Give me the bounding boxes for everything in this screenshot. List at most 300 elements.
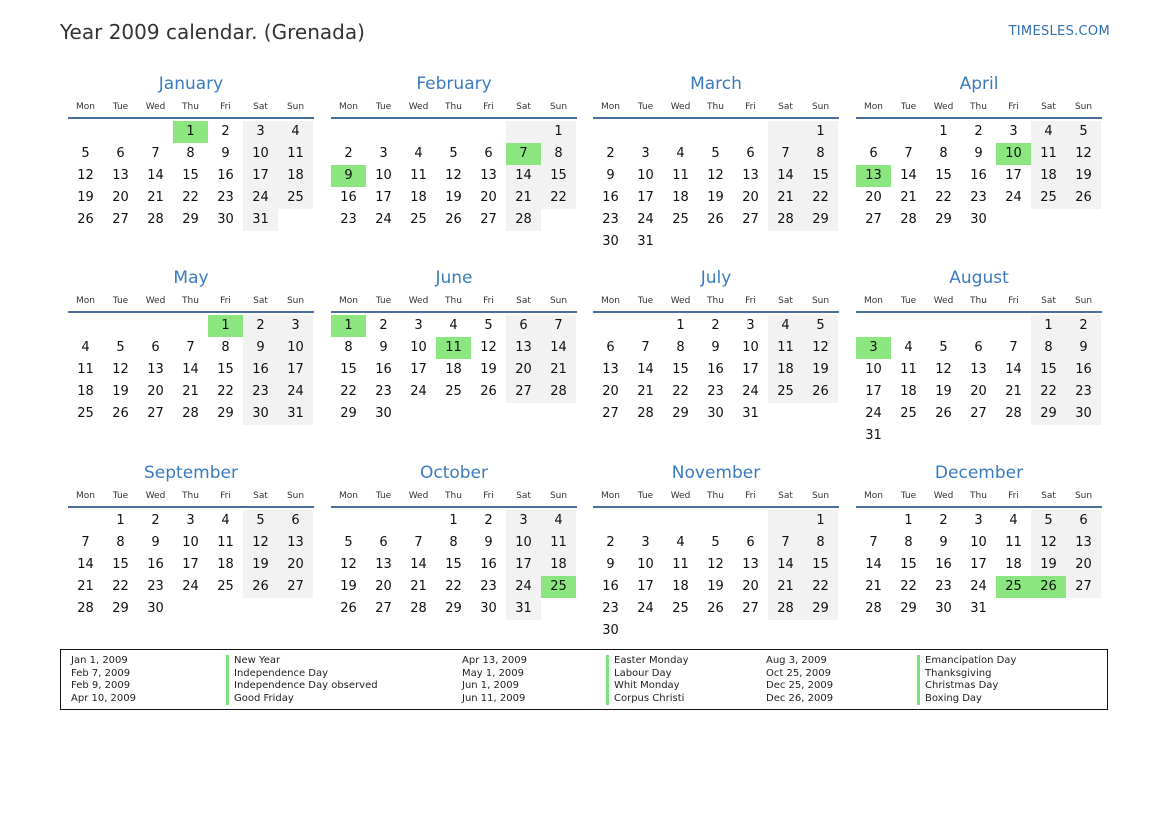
day-cell[interactable]: 25 (672, 601, 689, 616)
day-cell[interactable]: 30 (970, 212, 987, 227)
day-cell[interactable]: 23 (217, 190, 234, 205)
day-cell[interactable]: 11 (1005, 535, 1022, 550)
day-cell[interactable]: 4 (1031, 121, 1066, 143)
day-cell[interactable]: 12 (112, 362, 129, 377)
day-cell[interactable]: 14 (182, 362, 199, 377)
day-cell[interactable]: 13 (506, 337, 541, 359)
day-cell[interactable]: 6 (278, 510, 313, 532)
day-cell[interactable]: 20 (742, 190, 759, 205)
day-cell[interactable]: 2 (711, 318, 720, 333)
day-cell[interactable]: 29 (900, 601, 917, 616)
day-cell[interactable]: 19 (77, 190, 94, 205)
day-cell[interactable]: 15 (803, 554, 838, 576)
day-cell[interactable]: 15 (935, 168, 952, 183)
day-cell[interactable]: 7 (768, 143, 803, 165)
day-cell[interactable]: 23 (935, 579, 952, 594)
day-cell[interactable]: 17 (742, 362, 759, 377)
day-cell[interactable]: 4 (676, 535, 685, 550)
day-cell[interactable]: 25 (1031, 187, 1066, 209)
day-cell[interactable]: 18 (77, 384, 94, 399)
day-cell[interactable]: 17 (1005, 168, 1022, 183)
day-cell[interactable]: 2 (974, 124, 983, 139)
day-cell[interactable]: 5 (1066, 121, 1101, 143)
day-cell[interactable]: 5 (116, 340, 125, 355)
day-cell[interactable]: 22 (803, 576, 838, 598)
day-cell[interactable]: 14 (147, 168, 164, 183)
day-cell[interactable]: 19 (112, 384, 129, 399)
day-cell[interactable]: 1 (1031, 315, 1066, 337)
day-cell[interactable]: 13 (970, 362, 987, 377)
day-cell[interactable]: 14 (506, 165, 541, 187)
day-cell[interactable]: 22 (672, 384, 689, 399)
day-cell[interactable]: 12 (445, 168, 462, 183)
day-cell[interactable]: 17 (637, 190, 654, 205)
day-cell[interactable]: 7 (641, 340, 650, 355)
day-cell[interactable]: 27 (602, 406, 619, 421)
day-cell[interactable]: 22 (541, 187, 576, 209)
day-cell[interactable]: 28 (1005, 406, 1022, 421)
day-cell[interactable]: 21 (865, 579, 882, 594)
day-cell[interactable]: 30 (243, 403, 278, 425)
day-cell[interactable]: 16 (375, 362, 392, 377)
day-cell[interactable]: 17 (278, 359, 313, 381)
day-cell[interactable]: 12 (803, 337, 838, 359)
day-cell[interactable]: 5 (711, 146, 720, 161)
day-cell[interactable]: 17 (182, 557, 199, 572)
day-cell[interactable]: 25 (768, 381, 803, 403)
day-cell[interactable]: 5 (1031, 510, 1066, 532)
day-cell[interactable]: 1 (803, 121, 838, 143)
day-cell[interactable]: 1 (331, 315, 366, 337)
day-cell[interactable]: 1 (208, 315, 243, 337)
day-cell[interactable]: 17 (637, 579, 654, 594)
day-cell[interactable]: 7 (904, 146, 913, 161)
day-cell[interactable]: 12 (1066, 143, 1101, 165)
day-cell[interactable]: 28 (410, 601, 427, 616)
day-cell[interactable]: 10 (243, 143, 278, 165)
day-cell[interactable]: 29 (112, 601, 129, 616)
day-cell[interactable]: 14 (541, 337, 576, 359)
day-cell[interactable]: 31 (278, 403, 313, 425)
day-cell[interactable]: 23 (602, 212, 619, 227)
day-cell[interactable]: 6 (484, 146, 493, 161)
day-cell[interactable]: 10 (637, 168, 654, 183)
day-cell[interactable]: 20 (375, 579, 392, 594)
day-cell[interactable]: 27 (742, 212, 759, 227)
day-cell[interactable]: 11 (436, 337, 471, 359)
day-cell[interactable]: 27 (742, 601, 759, 616)
day-cell[interactable]: 26 (707, 601, 724, 616)
day-cell[interactable]: 1 (541, 121, 576, 143)
day-cell[interactable]: 30 (217, 212, 234, 227)
day-cell[interactable]: 16 (340, 190, 357, 205)
day-cell[interactable]: 15 (340, 362, 357, 377)
day-cell[interactable]: 7 (768, 532, 803, 554)
day-cell[interactable]: 3 (379, 146, 388, 161)
day-cell[interactable]: 27 (1066, 576, 1101, 598)
day-cell[interactable]: 28 (77, 601, 94, 616)
day-cell[interactable]: 10 (742, 340, 759, 355)
day-cell[interactable]: 4 (541, 510, 576, 532)
day-cell[interactable]: 1 (676, 318, 685, 333)
day-cell[interactable]: 22 (182, 190, 199, 205)
day-cell[interactable]: 25 (217, 579, 234, 594)
day-cell[interactable]: 23 (1066, 381, 1101, 403)
day-cell[interactable]: 28 (506, 209, 541, 231)
day-cell[interactable]: 19 (935, 384, 952, 399)
day-cell[interactable]: 7 (541, 315, 576, 337)
day-cell[interactable]: 1 (173, 121, 208, 143)
day-cell[interactable]: 3 (746, 318, 755, 333)
day-cell[interactable]: 8 (803, 532, 838, 554)
day-cell[interactable]: 24 (742, 384, 759, 399)
day-cell[interactable]: 4 (414, 146, 423, 161)
day-cell[interactable]: 16 (480, 557, 497, 572)
day-cell[interactable]: 3 (506, 510, 541, 532)
day-cell[interactable]: 4 (1009, 513, 1018, 528)
day-cell[interactable]: 5 (484, 318, 493, 333)
day-cell[interactable]: 8 (116, 535, 125, 550)
day-cell[interactable]: 7 (506, 143, 541, 165)
day-cell[interactable]: 22 (445, 579, 462, 594)
day-cell[interactable]: 20 (506, 359, 541, 381)
day-cell[interactable]: 18 (900, 384, 917, 399)
day-cell[interactable]: 18 (541, 554, 576, 576)
day-cell[interactable]: 5 (939, 340, 948, 355)
day-cell[interactable]: 9 (606, 557, 615, 572)
day-cell[interactable]: 17 (410, 362, 427, 377)
day-cell[interactable]: 12 (77, 168, 94, 183)
day-cell[interactable]: 3 (414, 318, 423, 333)
day-cell[interactable]: 5 (344, 535, 353, 550)
day-cell[interactable]: 26 (707, 212, 724, 227)
day-cell[interactable]: 4 (221, 513, 230, 528)
site-link[interactable]: TIMESLES.COM (1008, 24, 1110, 39)
day-cell[interactable]: 1 (116, 513, 125, 528)
day-cell[interactable]: 8 (186, 146, 195, 161)
day-cell[interactable]: 18 (217, 557, 234, 572)
day-cell[interactable]: 29 (340, 406, 357, 421)
day-cell[interactable]: 22 (803, 187, 838, 209)
day-cell[interactable]: 6 (746, 535, 755, 550)
day-cell[interactable]: 29 (935, 212, 952, 227)
day-cell[interactable]: 20 (278, 554, 313, 576)
day-cell[interactable]: 18 (672, 579, 689, 594)
day-cell[interactable]: 25 (278, 187, 313, 209)
day-cell[interactable]: 13 (742, 168, 759, 183)
day-cell[interactable]: 4 (278, 121, 313, 143)
day-cell[interactable]: 22 (1031, 381, 1066, 403)
day-cell[interactable]: 7 (151, 146, 160, 161)
day-cell[interactable]: 8 (1031, 337, 1066, 359)
day-cell[interactable]: 9 (1066, 337, 1101, 359)
day-cell[interactable]: 19 (1066, 165, 1101, 187)
day-cell[interactable]: 8 (939, 146, 948, 161)
day-cell[interactable]: 15 (182, 168, 199, 183)
day-cell[interactable]: 23 (602, 601, 619, 616)
day-cell[interactable]: 3 (856, 337, 891, 359)
day-cell[interactable]: 21 (1005, 384, 1022, 399)
day-cell[interactable]: 23 (375, 384, 392, 399)
day-cell[interactable]: 6 (974, 340, 983, 355)
day-cell[interactable]: 10 (970, 535, 987, 550)
day-cell[interactable]: 2 (151, 513, 160, 528)
day-cell[interactable]: 19 (243, 554, 278, 576)
day-cell[interactable]: 2 (221, 124, 230, 139)
day-cell[interactable]: 27 (147, 406, 164, 421)
day-cell[interactable]: 30 (602, 234, 619, 249)
day-cell[interactable]: 25 (445, 384, 462, 399)
day-cell[interactable]: 4 (768, 315, 803, 337)
day-cell[interactable]: 24 (506, 576, 541, 598)
day-cell[interactable]: 24 (637, 601, 654, 616)
day-cell[interactable]: 3 (243, 121, 278, 143)
day-cell[interactable]: 21 (637, 384, 654, 399)
day-cell[interactable]: 25 (900, 406, 917, 421)
day-cell[interactable]: 25 (541, 576, 576, 598)
day-cell[interactable]: 21 (768, 576, 803, 598)
day-cell[interactable]: 28 (865, 601, 882, 616)
day-cell[interactable]: 25 (410, 212, 427, 227)
day-cell[interactable]: 19 (707, 190, 724, 205)
day-cell[interactable]: 27 (278, 576, 313, 598)
day-cell[interactable]: 12 (480, 340, 497, 355)
day-cell[interactable]: 13 (1066, 532, 1101, 554)
day-cell[interactable]: 5 (449, 146, 458, 161)
day-cell[interactable]: 2 (243, 315, 278, 337)
day-cell[interactable]: 15 (217, 362, 234, 377)
day-cell[interactable]: 29 (803, 598, 838, 620)
day-cell[interactable]: 18 (445, 362, 462, 377)
day-cell[interactable]: 10 (410, 340, 427, 355)
day-cell[interactable]: 14 (865, 557, 882, 572)
day-cell[interactable]: 14 (900, 168, 917, 183)
day-cell[interactable]: 7 (869, 535, 878, 550)
day-cell[interactable]: 25 (996, 576, 1031, 598)
day-cell[interactable]: 22 (935, 190, 952, 205)
day-cell[interactable]: 16 (243, 359, 278, 381)
day-cell[interactable]: 26 (935, 406, 952, 421)
day-cell[interactable]: 20 (970, 384, 987, 399)
day-cell[interactable]: 17 (243, 165, 278, 187)
day-cell[interactable]: 16 (217, 168, 234, 183)
day-cell[interactable]: 25 (672, 212, 689, 227)
day-cell[interactable]: 2 (379, 318, 388, 333)
day-cell[interactable]: 26 (77, 212, 94, 227)
day-cell[interactable]: 26 (480, 384, 497, 399)
day-cell[interactable]: 5 (711, 535, 720, 550)
day-cell[interactable]: 12 (707, 557, 724, 572)
day-cell[interactable]: 19 (480, 362, 497, 377)
day-cell[interactable]: 17 (865, 384, 882, 399)
day-cell[interactable]: 12 (1031, 532, 1066, 554)
day-cell[interactable]: 9 (379, 340, 388, 355)
day-cell[interactable]: 11 (672, 557, 689, 572)
day-cell[interactable]: 8 (344, 340, 353, 355)
day-cell[interactable]: 17 (375, 190, 392, 205)
day-cell[interactable]: 19 (707, 579, 724, 594)
day-cell[interactable]: 21 (147, 190, 164, 205)
day-cell[interactable]: 11 (77, 362, 94, 377)
day-cell[interactable]: 27 (865, 212, 882, 227)
day-cell[interactable]: 23 (243, 381, 278, 403)
day-cell[interactable]: 16 (602, 190, 619, 205)
day-cell[interactable]: 1 (904, 513, 913, 528)
day-cell[interactable]: 30 (480, 601, 497, 616)
day-cell[interactable]: 24 (243, 187, 278, 209)
day-cell[interactable]: 20 (480, 190, 497, 205)
day-cell[interactable]: 24 (278, 381, 313, 403)
day-cell[interactable]: 13 (278, 532, 313, 554)
day-cell[interactable]: 9 (484, 535, 493, 550)
day-cell[interactable]: 21 (77, 579, 94, 594)
day-cell[interactable]: 15 (900, 557, 917, 572)
day-cell[interactable]: 31 (243, 209, 278, 231)
day-cell[interactable]: 13 (742, 557, 759, 572)
day-cell[interactable]: 14 (77, 557, 94, 572)
day-cell[interactable]: 29 (803, 209, 838, 231)
day-cell[interactable]: 24 (375, 212, 392, 227)
day-cell[interactable]: 31 (506, 598, 541, 620)
day-cell[interactable]: 24 (637, 212, 654, 227)
day-cell[interactable]: 2 (939, 513, 948, 528)
day-cell[interactable]: 10 (182, 535, 199, 550)
day-cell[interactable]: 21 (182, 384, 199, 399)
day-cell[interactable]: 18 (278, 165, 313, 187)
day-cell[interactable]: 11 (217, 535, 234, 550)
day-cell[interactable]: 3 (1009, 124, 1018, 139)
day-cell[interactable]: 30 (147, 601, 164, 616)
day-cell[interactable]: 26 (112, 406, 129, 421)
day-cell[interactable]: 17 (970, 557, 987, 572)
day-cell[interactable]: 30 (375, 406, 392, 421)
day-cell[interactable]: 27 (506, 381, 541, 403)
day-cell[interactable]: 21 (410, 579, 427, 594)
day-cell[interactable]: 8 (449, 535, 458, 550)
day-cell[interactable]: 13 (602, 362, 619, 377)
day-cell[interactable]: 23 (147, 579, 164, 594)
day-cell[interactable]: 6 (151, 340, 160, 355)
day-cell[interactable]: 30 (935, 601, 952, 616)
day-cell[interactable]: 26 (803, 381, 838, 403)
day-cell[interactable]: 9 (939, 535, 948, 550)
day-cell[interactable]: 27 (480, 212, 497, 227)
day-cell[interactable]: 12 (243, 532, 278, 554)
day-cell[interactable]: 8 (904, 535, 913, 550)
day-cell[interactable]: 4 (904, 340, 913, 355)
day-cell[interactable]: 19 (803, 359, 838, 381)
day-cell[interactable]: 30 (602, 623, 619, 638)
day-cell[interactable]: 26 (243, 576, 278, 598)
day-cell[interactable]: 25 (77, 406, 94, 421)
day-cell[interactable]: 12 (340, 557, 357, 572)
day-cell[interactable]: 15 (112, 557, 129, 572)
day-cell[interactable]: 14 (1005, 362, 1022, 377)
day-cell[interactable]: 8 (541, 143, 576, 165)
day-cell[interactable]: 9 (151, 535, 160, 550)
day-cell[interactable]: 8 (221, 340, 230, 355)
day-cell[interactable]: 15 (541, 165, 576, 187)
day-cell[interactable]: 28 (147, 212, 164, 227)
day-cell[interactable]: 16 (970, 168, 987, 183)
day-cell[interactable]: 20 (742, 579, 759, 594)
day-cell[interactable]: 20 (602, 384, 619, 399)
day-cell[interactable]: 26 (340, 601, 357, 616)
day-cell[interactable]: 1 (939, 124, 948, 139)
day-cell[interactable]: 30 (707, 406, 724, 421)
day-cell[interactable]: 20 (1066, 554, 1101, 576)
day-cell[interactable]: 6 (116, 146, 125, 161)
day-cell[interactable]: 4 (676, 146, 685, 161)
day-cell[interactable]: 5 (243, 510, 278, 532)
day-cell[interactable]: 31 (742, 406, 759, 421)
day-cell[interactable]: 26 (1031, 576, 1066, 598)
day-cell[interactable]: 14 (637, 362, 654, 377)
day-cell[interactable]: 14 (410, 557, 427, 572)
day-cell[interactable]: 2 (606, 535, 615, 550)
day-cell[interactable]: 29 (217, 406, 234, 421)
day-cell[interactable]: 7 (186, 340, 195, 355)
day-cell[interactable]: 29 (445, 601, 462, 616)
day-cell[interactable]: 11 (410, 168, 427, 183)
day-cell[interactable]: 5 (81, 146, 90, 161)
day-cell[interactable]: 29 (1031, 403, 1066, 425)
day-cell[interactable]: 12 (707, 168, 724, 183)
day-cell[interactable]: 18 (1005, 557, 1022, 572)
day-cell[interactable]: 16 (602, 579, 619, 594)
day-cell[interactable]: 16 (935, 557, 952, 572)
day-cell[interactable]: 2 (606, 146, 615, 161)
day-cell[interactable]: 20 (865, 190, 882, 205)
day-cell[interactable]: 28 (541, 381, 576, 403)
day-cell[interactable]: 21 (768, 187, 803, 209)
day-cell[interactable]: 6 (1066, 510, 1101, 532)
day-cell[interactable]: 9 (974, 146, 983, 161)
day-cell[interactable]: 26 (445, 212, 462, 227)
day-cell[interactable]: 6 (506, 315, 541, 337)
day-cell[interactable]: 2 (344, 146, 353, 161)
day-cell[interactable]: 28 (768, 598, 803, 620)
day-cell[interactable]: 4 (81, 340, 90, 355)
day-cell[interactable]: 2 (1066, 315, 1101, 337)
day-cell[interactable]: 19 (445, 190, 462, 205)
day-cell[interactable]: 18 (768, 359, 803, 381)
day-cell[interactable]: 31 (970, 601, 987, 616)
day-cell[interactable]: 3 (974, 513, 983, 528)
day-cell[interactable]: 9 (711, 340, 720, 355)
day-cell[interactable]: 6 (606, 340, 615, 355)
day-cell[interactable]: 1 (803, 510, 838, 532)
day-cell[interactable]: 16 (147, 557, 164, 572)
day-cell[interactable]: 30 (1066, 403, 1101, 425)
day-cell[interactable]: 27 (375, 601, 392, 616)
day-cell[interactable]: 5 (803, 315, 838, 337)
day-cell[interactable]: 10 (375, 168, 392, 183)
day-cell[interactable]: 24 (1005, 190, 1022, 205)
day-cell[interactable]: 15 (803, 165, 838, 187)
day-cell[interactable]: 22 (900, 579, 917, 594)
day-cell[interactable]: 3 (186, 513, 195, 528)
day-cell[interactable]: 28 (900, 212, 917, 227)
day-cell[interactable]: 11 (541, 532, 576, 554)
day-cell[interactable]: 23 (707, 384, 724, 399)
day-cell[interactable]: 13 (856, 165, 891, 187)
day-cell[interactable]: 10 (278, 337, 313, 359)
day-cell[interactable]: 10 (637, 557, 654, 572)
day-cell[interactable]: 19 (1031, 554, 1066, 576)
day-cell[interactable]: 11 (278, 143, 313, 165)
day-cell[interactable]: 19 (340, 579, 357, 594)
